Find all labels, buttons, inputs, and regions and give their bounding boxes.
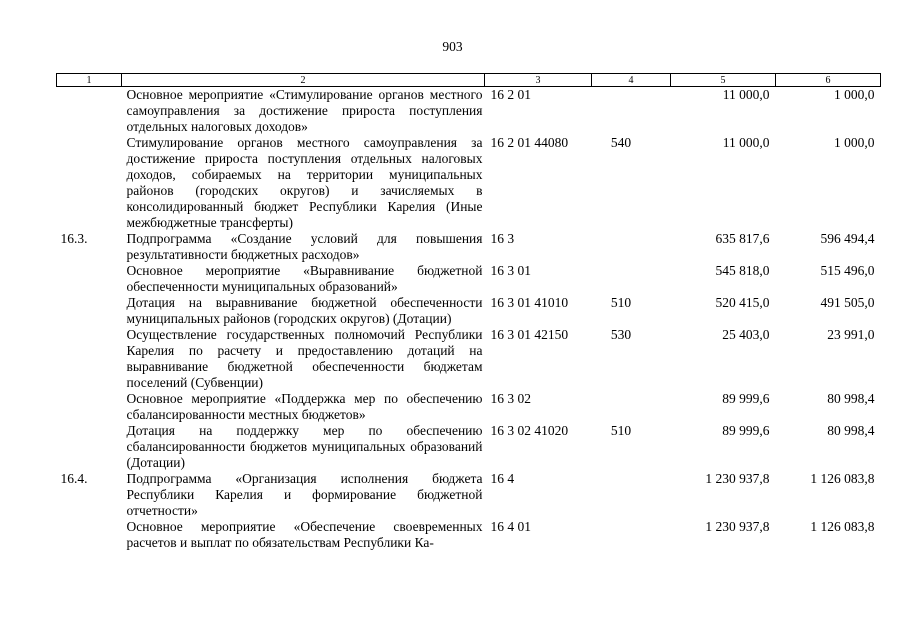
row-number: 16.4. [60, 471, 88, 486]
row-number [57, 391, 122, 423]
row-expense-type: 510 [610, 423, 632, 438]
row-name: Основное мероприятие «Выравнивание бюджетной обеспеченности муниципальных образований» [126, 263, 483, 294]
row-expense-type [592, 519, 671, 551]
row-amount-year1: 1 230 937,8 [705, 471, 770, 486]
row-name: Подпрограмма «Организация исполнения бюджета Республики Карелия и формирование бюджетной отчетности» [126, 471, 483, 518]
row-amount-year2: 596 494,4 [820, 231, 875, 246]
row-amount-year1: 11 000,0 [722, 135, 770, 150]
row-amount-year2: 1 000,0 [834, 87, 875, 102]
row-name: Основное мероприятие «Поддержка мер по обеспечению сбалансированности местных бюджетов» [126, 391, 483, 422]
column-header-6: 6 [776, 74, 881, 87]
table-row [57, 423, 881, 471]
column-header-5: 5 [671, 74, 776, 87]
column-header-4: 4 [592, 74, 671, 87]
row-amount-year1: 520 415,0 [715, 295, 770, 310]
row-expense-type [592, 231, 671, 263]
page-number: 903 [442, 39, 463, 54]
row-code: 16 3 02 [490, 391, 531, 406]
table-body [57, 87, 881, 552]
row-name: Осуществление государственных полномочий Республики Карелия по расчету и предоставлению дотаций на выравнивание бюджетной обеспеченности бюджетам поселений (Субвенции) [126, 327, 483, 390]
row-name: Подпрограмма «Создание условий для повышения результативности бюджетных расходов» [126, 231, 483, 262]
row-amount-year1: 25 403,0 [722, 327, 770, 342]
column-header-2: 2 [122, 74, 485, 87]
row-amount-year2: 1 126 083,8 [810, 519, 875, 534]
budget-table [56, 73, 881, 551]
row-name: Основное мероприятие «Стимулирование органов местного самоуправления за достижение прироста поступления отдельных налоговых доходов» [126, 87, 483, 134]
table-row [57, 263, 881, 295]
row-name: Основное мероприятие «Обеспечение своевременных расчетов и выплат по обязательствам Республики Ка- [126, 519, 483, 550]
row-number [57, 423, 122, 471]
row-amount-year2: 1 000,0 [834, 135, 875, 150]
row-code: 16 3 [490, 231, 515, 246]
table-row [57, 471, 881, 519]
row-amount-year2: 80 998,4 [827, 423, 875, 438]
row-amount-year1: 89 999,6 [722, 423, 770, 438]
row-code: 16 2 01 [490, 87, 531, 102]
row-amount-year2: 1 126 083,8 [810, 471, 875, 486]
table-row [57, 391, 881, 423]
row-expense-type: 530 [610, 327, 632, 342]
column-header-3: 3 [485, 74, 592, 87]
row-code: 16 3 01 [490, 263, 531, 278]
row-expense-type [592, 391, 671, 423]
header-row [57, 74, 881, 87]
row-expense-type [592, 87, 671, 136]
row-number [57, 519, 122, 551]
row-amount-year1: 11 000,0 [722, 87, 770, 102]
row-code: 16 2 01 44080 [490, 135, 569, 150]
row-code: 16 3 01 42150 [490, 327, 569, 342]
row-amount-year1: 1 230 937,8 [705, 519, 770, 534]
row-number: 16.3. [60, 231, 88, 246]
row-amount-year1: 545 818,0 [715, 263, 770, 278]
column-header-1: 1 [57, 74, 122, 87]
table-row [57, 87, 881, 136]
row-number [57, 327, 122, 391]
row-amount-year2: 80 998,4 [827, 391, 875, 406]
table-header [57, 74, 881, 87]
row-number [57, 263, 122, 295]
row-code: 16 4 01 [490, 519, 531, 534]
row-expense-type [592, 263, 671, 295]
row-number [57, 135, 122, 231]
row-name: Дотация на поддержку мер по обеспечению сбалансированности бюджетов муниципальных образований (Дотации) [126, 423, 483, 470]
table-row [57, 327, 881, 391]
row-number [57, 87, 122, 136]
table-row [57, 231, 881, 263]
row-code: 16 4 [490, 471, 515, 486]
row-name: Дотация на выравнивание бюджетной обеспеченности муниципальных районов (городских округов) (Дотации) [126, 295, 483, 326]
row-expense-type [592, 471, 671, 519]
row-code: 16 3 02 41020 [490, 423, 569, 438]
table-row [57, 519, 881, 551]
table-row [57, 135, 881, 231]
row-name: Стимулирование органов местного самоуправления за достижение прироста поступления отдельных налоговых доходов, собираемых на территории муниципальных районов (городских округов) и зачисляемых в консолидированный бюджет Республики Карелия (Иные межбюджетные трансферты) [126, 135, 483, 230]
row-amount-year2: 515 496,0 [820, 263, 875, 278]
row-expense-type: 510 [610, 295, 632, 310]
row-number [57, 295, 122, 327]
row-amount-year2: 23 991,0 [827, 327, 875, 342]
table-row [57, 295, 881, 327]
row-expense-type: 540 [610, 135, 632, 150]
row-code: 16 3 01 41010 [490, 295, 569, 310]
row-amount-year1: 635 817,6 [715, 231, 770, 246]
row-amount-year2: 491 505,0 [820, 295, 875, 310]
row-amount-year1: 89 999,6 [722, 391, 770, 406]
